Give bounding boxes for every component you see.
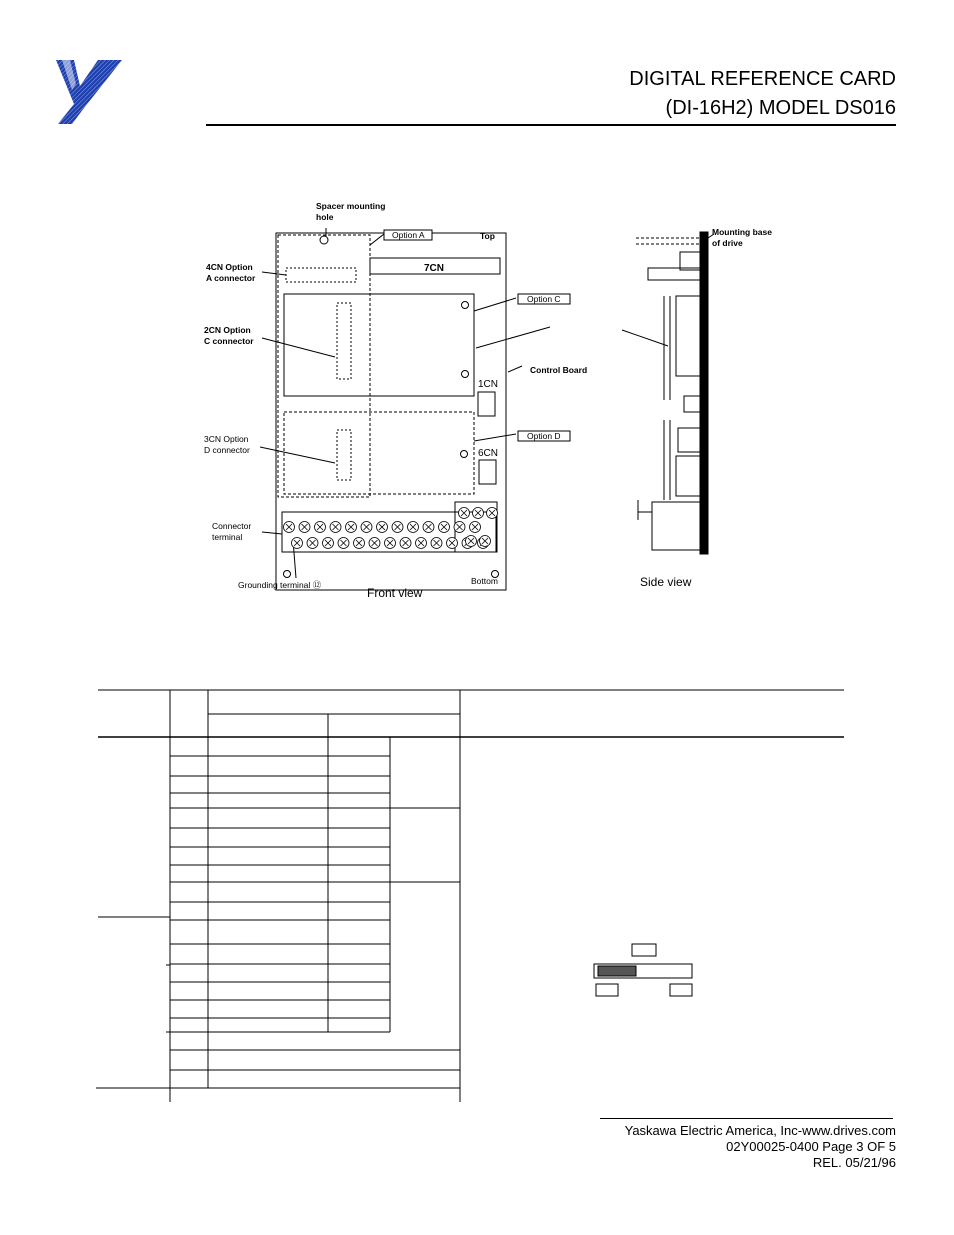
3cn-label-2: D connector (204, 445, 250, 455)
footer-rule (600, 1118, 893, 1119)
6cn-label: 6CN (478, 448, 499, 459)
table-grid (0, 680, 954, 1110)
title-line-1: DIGITAL REFERENCE CARD (629, 68, 896, 90)
option-c-label: Option C (527, 294, 561, 304)
connector-terminal-label-2: terminal (212, 532, 243, 542)
side-view-drawing (622, 232, 714, 554)
option-d-board (284, 412, 474, 494)
footer-release: REL. 05/21/96 (812, 1155, 896, 1170)
connector-terminal-label-1: Connector (212, 521, 252, 531)
top-label: Top (480, 231, 495, 241)
1cn-label: 1CN (478, 379, 499, 390)
switch-graphic (594, 944, 692, 996)
option-d-label: Option D (527, 431, 561, 441)
4cn-label-2: A connector (206, 273, 256, 283)
title-line-2: (DI-16H2) MODEL DS016 (665, 97, 896, 119)
6cn-connector (479, 460, 496, 484)
7cn-label: 7CN (424, 263, 445, 274)
bottom-label: Bottom (471, 576, 498, 586)
spacer-hole-label-2: hole (316, 212, 334, 222)
mounting-base-label-1: Mounting base (712, 227, 772, 237)
spacer-hole-label-1: Spacer mounting (316, 201, 386, 211)
option-c-board (284, 294, 474, 396)
front-view-caption: Front view (367, 586, 423, 600)
3cn-connector (337, 430, 351, 480)
4cn-label-1: 4CN Option (206, 262, 253, 272)
2cn-label-2: C connector (204, 336, 254, 346)
spacer-hole (320, 236, 328, 244)
4cn-connector (286, 268, 356, 282)
option-a-label: Option A (392, 230, 425, 240)
2cn-connector (337, 303, 351, 379)
side-view-caption: Side view (640, 575, 692, 589)
footer-company: Yaskawa Electric America, Inc-www.drives.com (624, 1123, 896, 1138)
1cn-connector (478, 392, 495, 416)
footer-doc-page: 02Y00025-0400 Page 3 OF 5 (726, 1139, 896, 1154)
2cn-label-1: 2CN Option (204, 325, 251, 335)
grounding-terminal-label: Grounding terminal ⑫ (238, 580, 322, 590)
mounting-base-label-2: of drive (712, 238, 743, 248)
3cn-label-1: 3CN Option (204, 434, 249, 444)
control-board-label: Control Board (530, 365, 588, 375)
